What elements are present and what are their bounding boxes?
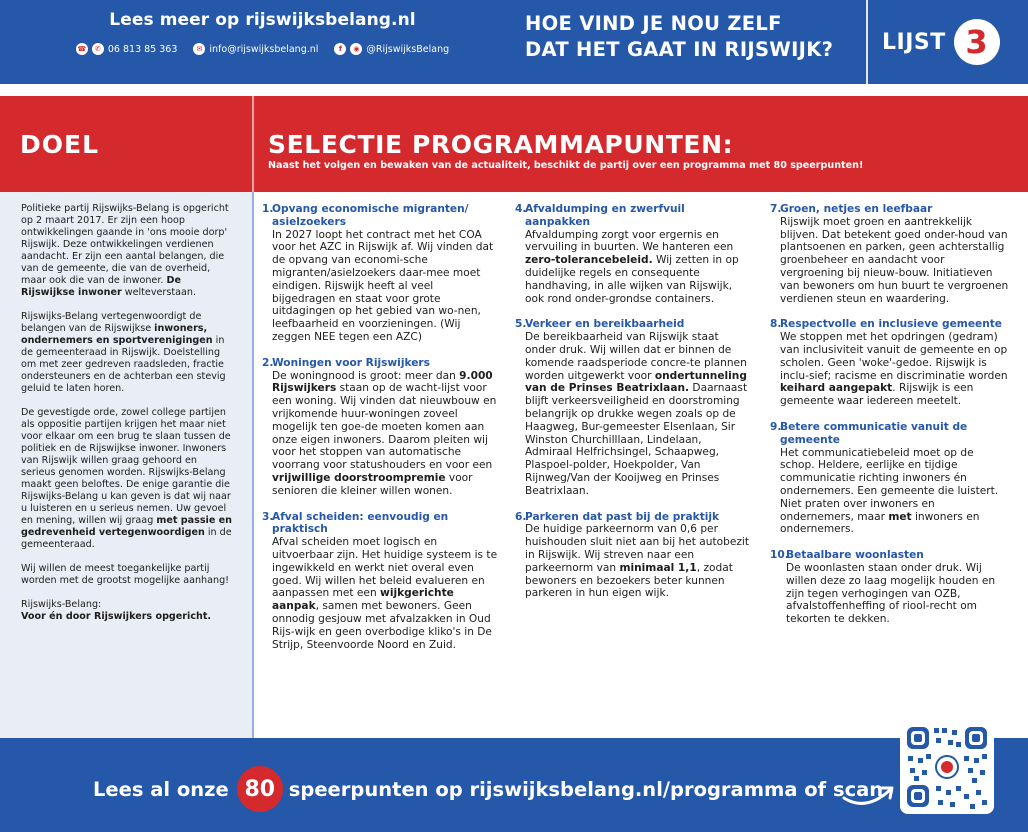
program-item-title: 5. Verkeer en bereikbaarheid bbox=[515, 318, 685, 331]
program-item-body: We stoppen met het opdringen (gedram) van inclusiviteit vanuit de gemeente en op scholen. Geen 'woke'-gedoe. Rijswijk is inclu-sief; racisme en discriminatie worden keihard aangepakt. Rijswijk is een gemeente waar iedereen meetelt. bbox=[780, 331, 1008, 408]
arrow-icon bbox=[840, 772, 900, 812]
qr-code-icon[interactable] bbox=[900, 720, 994, 814]
program-item-6 bbox=[515, 511, 751, 601]
program-item-title: 6. Parkeren dat past bij de praktijk bbox=[515, 510, 720, 523]
program-item-title: 4. Afvaldumping en zwerfvuil aanpakken bbox=[515, 203, 685, 228]
doel-signature: Rijswijks-Belang: Voor én door Rijswijkers opgericht. bbox=[21, 599, 212, 622]
social-handle: @RijswijksBelang bbox=[366, 43, 450, 55]
program-item-body: De bereikbaarheid van Rijswijk staat onder druk. Wij willen dat er binnen de komende raadsperiode concre-te plannen worden uitgewerkt voor ondertunneling van de Prinses Beatrixlaan. Daarnaast blijft verkeersveiligheid en doorstroming belangrijk op drukke wegen zoals op de Haagweg, Bur-gemeester Elsenlaan, Sir Winston Churchilllaan, Lindelaan, Admiraal Helfrichsingel, Schaapweg, Plaspoel-polder, Hoekpolder, Van Rijnweg/Van der Kooijweg en Prinses Beatrixlaan. bbox=[525, 331, 748, 497]
doel-column bbox=[0, 192, 252, 738]
doel-paragraph-1: Politieke partij Rijswijks-Belang is opgericht op 2 maart 2017. Er zijn een hoop ontwikkelingen gaande in 'ons mooie dorp' Rijswijk. Deze ontwikkelingen verdienen aandacht. Er zijn een aantal belangen, die van de gemeente, die van de overheid, maar ook die van de inwoner. De Rijswijkse inwoner welteverstaan. bbox=[21, 203, 229, 298]
program-item-body: In 2027 loopt het contract met het COA voor het AZC in Rijswijk af. Wij vinden dat de opvang van economi-sche migranten/asielzoekers daar-mee moet eindigen. Rijswijk heeft al veel bijgedragen en staat voor grote uitdagingen op het gebied van wo-nen, leefbaarheid en voorzieningen. (Wij zeggen NEE tegen een AZC) bbox=[272, 228, 494, 343]
program-item-3 bbox=[262, 511, 498, 652]
column-divider bbox=[252, 192, 254, 738]
instagram-icon: ◉ bbox=[350, 43, 362, 55]
top-header-bar bbox=[0, 0, 1028, 84]
program-item-title: 10. Betaalbare woonlasten bbox=[770, 549, 924, 562]
program-item-4 bbox=[515, 203, 751, 305]
email-address: info@rijswijksbelang.nl bbox=[209, 43, 319, 55]
doel-title: DOEL bbox=[20, 130, 100, 159]
phone-number: 06 813 85 363 bbox=[107, 43, 178, 55]
footer-text-after: speerpunten op rijswijksbelang.nl/programma of scan bbox=[288, 777, 884, 801]
program-item-title: 8. Respectvolle en inclusieve gemeente bbox=[770, 318, 1002, 331]
doel-paragraph-4: Wij willen de meest toegankelijke partij worden met de grootst mogelijke aanhang! bbox=[21, 563, 230, 586]
program-item-9 bbox=[770, 421, 1010, 536]
program-item-5 bbox=[515, 318, 751, 497]
selection-title: SELECTIE PROGRAMMAPUNTEN: bbox=[268, 130, 734, 159]
question-line-1: HOE VIND JE NOU ZELF bbox=[525, 12, 782, 35]
banner-divider bbox=[252, 96, 254, 192]
header-question bbox=[525, 11, 870, 63]
footer-text-before: Lees al onze bbox=[93, 777, 229, 801]
whatsapp-icon: ✆ bbox=[92, 43, 104, 55]
email-icon: ✉ bbox=[193, 43, 205, 55]
program-item-body: Rijswijk moet groen en aantrekkelijk blijven. Dat betekent goed onder-houd van plantsoenen en parken, geen achterstallig groenbeheer en aandacht voor vergroening bij nieuw-bouw. Initiatieven van bewoners om hun buurt te vergroenen verdienen steun en waardering. bbox=[780, 215, 1009, 305]
header-divider bbox=[866, 0, 868, 84]
list-label: LIJST bbox=[882, 29, 946, 55]
program-item-body: Het communicatiebeleid moet op de schop. Heldere, eerlijke en tijdige communicatie richting inwoners én ondernemers. Een gemeente die luistert. Niet praten over inwoners en ondernemers, maar met inwoners en ondernemers. bbox=[780, 446, 999, 536]
red-banner bbox=[0, 96, 1028, 192]
website-read-more[interactable]: Lees meer op rijswijksbelang.nl bbox=[109, 10, 416, 30]
program-item-2 bbox=[262, 357, 498, 498]
program-item-title: 2. Woningen voor Rijswijkers bbox=[262, 356, 430, 369]
footer-cta[interactable] bbox=[93, 766, 883, 812]
list-badge bbox=[882, 19, 1000, 65]
facebook-icon: f bbox=[334, 43, 346, 55]
doel-paragraph-3: De gevestigde orde, zowel college partijen als oppositie partijen krijgen het maar niet voor elkaar om een brug te slaan tussen de politiek en de Rijswijkse inwoner. Inwoners van Rijswijk willen graag gehoord en serieus genomen worden. Rijswijks-Belang maakt geen beloftes. De enige garantie die Rijswijks-Belang u kan geven is dat wij naar u luisteren en u serieus nemen. Uw gevoel en mening, willen wij graag met passie en gedrevenheid vertegenwoordigen in de gemeenteraad. bbox=[21, 407, 233, 550]
program-item-body: De woningnood is groot: meer dan 9.000 Rijswijkers staan op de wacht-lijst voor een woning. Wij vinden dat nieuwbouw en vrijkomende huur-woningen zoveel mogelijk ten goe-de moeten komen aan onze eigen inwoners. Daarom pleiten wij voor het stoppen van automatische voorrang voor statushouders en voor een vrijwillige doorstroompremie voor senioren die kleiner willen wonen. bbox=[272, 369, 497, 497]
program-item-body: De woonlasten staan onder druk. Wij willen deze zo laag mogelijk houden en zijn tegen verhogingen van OZB, afvalstoffenheffing of riool-recht om tekorten te dekken. bbox=[786, 561, 996, 626]
selection-subtitle: Naast het volgen en bewaken van de actualiteit, beschikt de partij over een programma met 80 speerpunten! bbox=[268, 160, 864, 171]
phone-contact[interactable] bbox=[76, 43, 178, 55]
contact-block bbox=[30, 10, 495, 55]
program-item-8 bbox=[770, 318, 1010, 408]
program-column-2 bbox=[515, 203, 751, 613]
list-number: 3 bbox=[954, 19, 1000, 65]
program-column-3 bbox=[770, 203, 1010, 639]
contact-line bbox=[30, 43, 495, 55]
phone-icon: ☎ bbox=[76, 43, 88, 55]
program-item-title: 9. Betere communicatie vanuit de gemeente bbox=[770, 420, 968, 446]
program-item-title: 1. Opvang economische migranten/ asielzoekers bbox=[262, 203, 469, 228]
doel-paragraph-2: Rijswijks-Belang vertegenwoordigt de belangen van de Rijswijkse inwoners, ondernemers en sportverenigingen in de gemeenteraad in Rijswijk. Doelstelling om met zeer gedreven raadsleden, fractie ondersteuners en de achterban een stevig geluid te laten horen. bbox=[21, 311, 226, 394]
program-item-body: Afval scheiden moet logisch en uitvoerbaar zijn. Het huidige systeem is te ingewikkeld en werkt niet overal even goed. Wij willen het beleid evalueren en aanpassen met een wijkgerichte aanpak, samen met bewoners. Geen onnodig gesjouw met afvalzakken in Oud Rijs-wijk en geen overbodige kliko's in De Strijp, Steenvoorde Noord en Zuid. bbox=[272, 536, 498, 651]
social-contact[interactable] bbox=[334, 43, 449, 55]
program-item-7 bbox=[770, 203, 1010, 305]
program-item-body: Afvaldumping zorgt voor ergernis en vervuiling in buurten. We hanteren een zero-tolerancebeleid. Wij zetten in op duidelijke regels en consequente handhaving, in alle wijken van Rijswijk, ook rond onder-grondse containers. bbox=[525, 228, 739, 305]
question-line-2: DAT HET GAAT IN RIJSWIJK? bbox=[525, 38, 834, 61]
program-item-title: 3. Afval scheiden: eenvoudig en praktisch bbox=[262, 510, 449, 536]
program-item-body: De huidige parkeernorm van 0,6 per huishouden sluit niet aan bij het autobezit in Rijswijk. Wij streven naar een parkeernorm van minimaal 1,1, zodat bewoners en bezoekers beter kunnen parkeren in hun eigen wijk. bbox=[525, 523, 749, 600]
program-item-title: 7. Groen, netjes en leefbaar bbox=[770, 203, 933, 215]
footer-number-badge: 80 bbox=[237, 766, 283, 812]
email-contact[interactable] bbox=[193, 43, 318, 55]
program-item-10 bbox=[770, 549, 1010, 626]
program-column-1 bbox=[262, 203, 498, 664]
program-item-1 bbox=[262, 203, 498, 344]
